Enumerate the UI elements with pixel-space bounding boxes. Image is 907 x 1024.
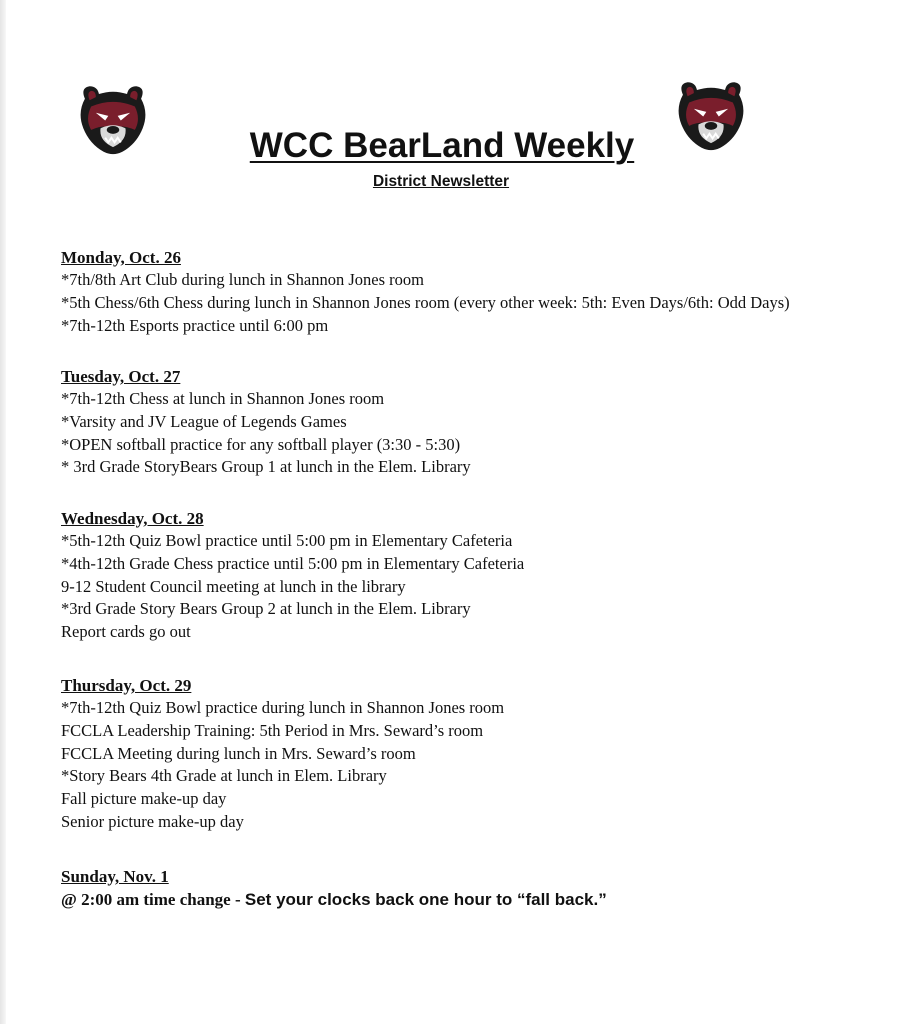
event-line: 9-12 Student Council meeting at lunch in the library [61,576,406,596]
day-section-wednesday [61,507,524,644]
time-change-notice [61,888,607,912]
event-line: Report cards go out [61,622,191,642]
day-heading: Tuesday, Oct. 27 [61,367,181,386]
event-line: *3rd Grade Story Bears Group 2 at lunch in the Elem. Library [61,599,471,619]
day-heading: Sunday, Nov. 1 [61,867,169,886]
event-line: Fall picture make-up day [61,789,227,809]
event-line: *7th/8th Art Club during lunch in Shannon Jones room [61,270,424,289]
newsletter-subtitle: District Newsletter [372,173,510,190]
time-change-time: @ 2:00 am time change - [61,890,245,909]
event-line: *Varsity and JV League of Legends Games [61,411,347,431]
event-line: *Story Bears 4th Grade at lunch in Elem. Library [61,766,387,786]
event-line: *5th Chess/6th Chess during lunch in Shannon Jones room (every other week: 5th: Even Days/6th: Odd Days) [61,292,790,312]
event-line: *7th-12th Chess at lunch in Shannon Jones room [61,389,385,408]
bear-logo-right-icon [672,76,750,154]
event-line: * 3rd Grade StoryBears Group 1 at lunch in the Elem. Library [61,457,471,477]
event-line: *7th-12th Quiz Bowl practice during lunch in Shannon Jones room [61,698,505,717]
day-section-sunday [61,865,607,912]
event-line: FCCLA Leadership Training: 5th Period in Mrs. Seward’s room [61,720,484,740]
event-line: *4th-12th Grade Chess practice until 5:00 pm in Elementary Cafeteria [61,553,525,573]
day-section-tuesday [61,365,471,479]
event-line: FCCLA Meeting during lunch in Mrs. Seward’s room [61,743,416,763]
newsletter-title: WCC BearLand Weekly [249,126,635,165]
day-section-monday [61,246,790,337]
bear-logo-left-icon [74,80,152,158]
event-line: *7th-12th Esports practice until 6:00 pm [61,315,329,335]
time-change-instruction: Set your clocks back one hour to “fall back.” [244,890,607,909]
event-line: *OPEN softball practice for any softball player (3:30 - 5:30) [61,434,461,454]
event-line: *5th-12th Quiz Bowl practice until 5:00 pm in Elementary Cafeteria [61,531,513,550]
day-heading: Wednesday, Oct. 28 [61,509,204,528]
page-edge [0,0,6,1024]
day-heading: Thursday, Oct. 29 [61,676,192,695]
day-section-thursday [61,674,504,834]
event-line: Senior picture make-up day [61,811,244,831]
day-heading: Monday, Oct. 26 [61,248,181,267]
